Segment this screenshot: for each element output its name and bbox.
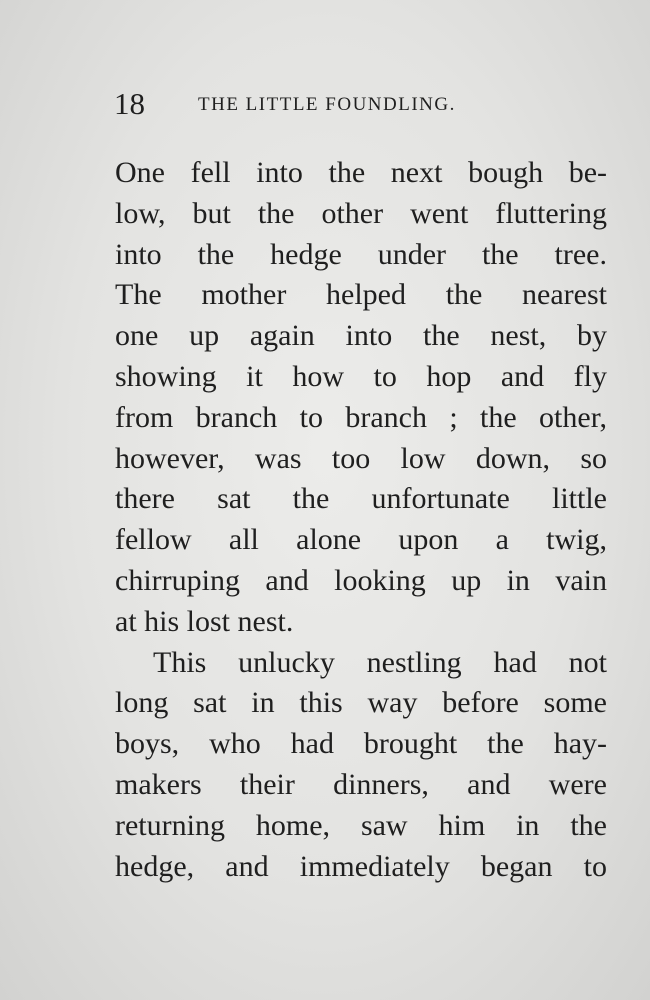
- text-line: low, but the other went fluttering: [115, 196, 607, 230]
- running-title: THE LITTLE FOUNDLING.: [198, 94, 456, 115]
- text-line: showing it how to hop and fly: [115, 359, 607, 393]
- text-line: long sat in this way before some: [115, 686, 607, 720]
- paragraph-start-line: This unlucky nestling had not: [153, 645, 607, 679]
- text-line: returning home, saw him in the: [115, 808, 607, 842]
- text-line: The mother helped the nearest: [115, 278, 607, 312]
- text-line: one up again into the nest, by: [115, 319, 607, 353]
- text-line: boys, who had brought the hay-: [115, 727, 607, 761]
- text-line: chirruping and looking up in vain: [115, 563, 607, 597]
- text-line: hedge, and immediately began to: [115, 849, 607, 883]
- paragraph-end-line: at his lost nest.: [115, 604, 294, 638]
- text-line: makers their dinners, and were: [115, 767, 607, 801]
- text-line: there sat the unfortunate little: [115, 482, 607, 516]
- text-line: from branch to branch ; the other,: [115, 400, 607, 434]
- page-header: [114, 84, 594, 124]
- text-line: however, was too low down, so: [115, 441, 607, 475]
- body-text: [115, 153, 607, 887]
- text-line: One fell into the next bough be-: [115, 156, 607, 189]
- text-line: fellow all alone upon a twig,: [115, 523, 607, 557]
- page-number: 18: [114, 86, 145, 121]
- text-line: into the hedge under the tree.: [115, 237, 607, 271]
